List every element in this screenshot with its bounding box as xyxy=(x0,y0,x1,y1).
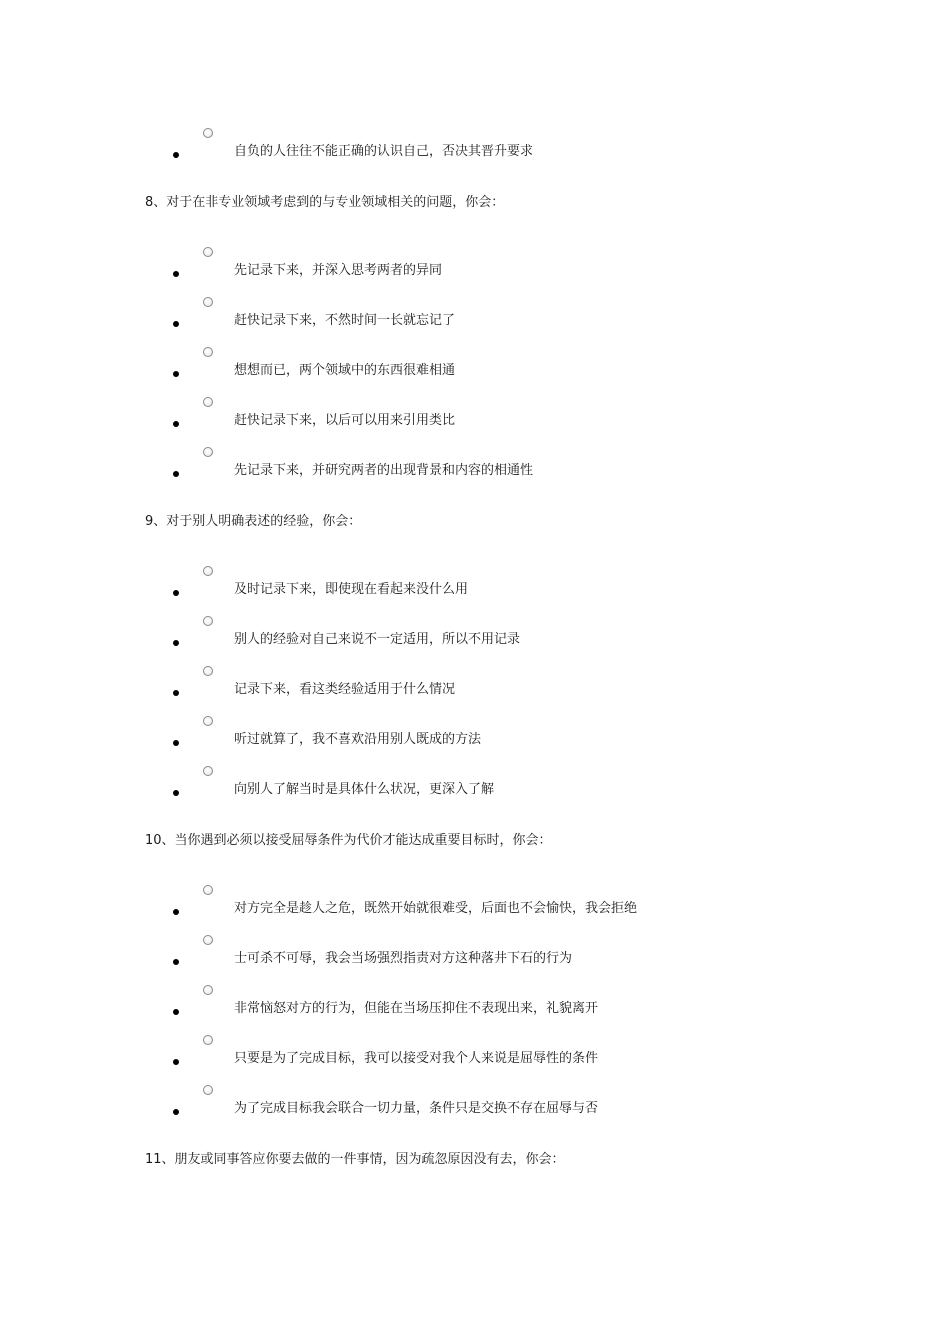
radio-button[interactable] xyxy=(203,297,213,307)
bullet-icon xyxy=(173,271,179,277)
list-item xyxy=(0,766,950,806)
option-label: 记录下来，看这类经验适用于什么情况 xyxy=(234,682,456,697)
radio-button[interactable] xyxy=(203,1035,213,1045)
radio-button[interactable] xyxy=(203,347,213,357)
radio-button[interactable] xyxy=(203,128,213,138)
option-label: 听过就算了，我不喜欢沿用别人既成的方法 xyxy=(234,732,482,747)
radio-button[interactable] xyxy=(203,1085,213,1095)
list-item xyxy=(0,885,950,925)
question-text: 9、对于别人明确表述的经验，你会： xyxy=(145,514,362,529)
list-item xyxy=(0,566,950,606)
option-label: 赶快记录下来，不然时间一长就忘记了 xyxy=(234,313,456,328)
bullet-icon xyxy=(173,1009,179,1015)
list-item xyxy=(0,1035,950,1075)
question-text: 8、对于在非专业领域考虑到的与专业领域相关的问题，你会： xyxy=(145,195,505,210)
radio-button[interactable] xyxy=(203,985,213,995)
bullet-icon xyxy=(173,471,179,477)
radio-button[interactable] xyxy=(203,566,213,576)
bullet-icon xyxy=(173,590,179,596)
list-item xyxy=(0,447,950,487)
option-label: 想想而已，两个领域中的东西很难相通 xyxy=(234,363,456,378)
bullet-icon xyxy=(173,321,179,327)
list-item xyxy=(0,616,950,656)
bullet-icon xyxy=(173,421,179,427)
list-item xyxy=(0,128,950,168)
radio-button[interactable] xyxy=(203,247,213,257)
list-item xyxy=(0,347,950,387)
bullet-icon xyxy=(173,790,179,796)
question-text: 11、朋友或同事答应你要去做的一件事情，因为疏忽原因没有去，你会： xyxy=(145,1152,565,1167)
bullet-icon xyxy=(173,640,179,646)
radio-button[interactable] xyxy=(203,885,213,895)
bullet-icon xyxy=(173,909,179,915)
list-item xyxy=(0,985,950,1025)
bullet-icon xyxy=(173,959,179,965)
option-label: 自负的人往往不能正确的认识自己，否决其晋升要求 xyxy=(234,144,534,159)
option-label: 士可杀不可辱，我会当场强烈指责对方这种落井下石的行为 xyxy=(234,951,573,966)
radio-button[interactable] xyxy=(203,935,213,945)
option-label: 及时记录下来，即使现在看起来没什么用 xyxy=(234,582,469,597)
list-item xyxy=(0,666,950,706)
bullet-icon xyxy=(173,1109,179,1115)
list-item xyxy=(0,935,950,975)
radio-button[interactable] xyxy=(203,616,213,626)
question-text: 10、当你遇到必须以接受屈辱条件为代价才能达成重要目标时，你会： xyxy=(145,833,552,848)
radio-button[interactable] xyxy=(203,447,213,457)
option-label: 对方完全是趁人之危，既然开始就很难受，后面也不会愉快，我会拒绝 xyxy=(234,901,638,916)
bullet-icon xyxy=(173,152,179,158)
radio-button[interactable] xyxy=(203,716,213,726)
option-label: 先记录下来，并研究两者的出现背景和内容的相通性 xyxy=(234,463,534,478)
list-item xyxy=(0,297,950,337)
list-item xyxy=(0,1085,950,1125)
option-label: 向别人了解当时是具体什么状况，更深入了解 xyxy=(234,782,495,797)
option-label: 别人的经验对自己来说不一定适用，所以不用记录 xyxy=(234,632,521,647)
bullet-icon xyxy=(173,740,179,746)
radio-button[interactable] xyxy=(203,766,213,776)
list-item xyxy=(0,716,950,756)
option-label: 非常恼怒对方的行为，但能在当场压抑住不表现出来，礼貌离开 xyxy=(234,1001,599,1016)
option-label: 只要是为了完成目标，我可以接受对我个人来说是屈辱性的条件 xyxy=(234,1051,599,1066)
bullet-icon xyxy=(173,371,179,377)
option-label: 为了完成目标我会联合一切力量，条件只是交换不存在屈辱与否 xyxy=(234,1101,599,1116)
option-label: 先记录下来，并深入思考两者的异同 xyxy=(234,263,443,278)
list-item xyxy=(0,247,950,287)
radio-button[interactable] xyxy=(203,397,213,407)
bullet-icon xyxy=(173,1059,179,1065)
option-label: 赶快记录下来，以后可以用来引用类比 xyxy=(234,413,456,428)
bullet-icon xyxy=(173,690,179,696)
list-item xyxy=(0,397,950,437)
radio-button[interactable] xyxy=(203,666,213,676)
